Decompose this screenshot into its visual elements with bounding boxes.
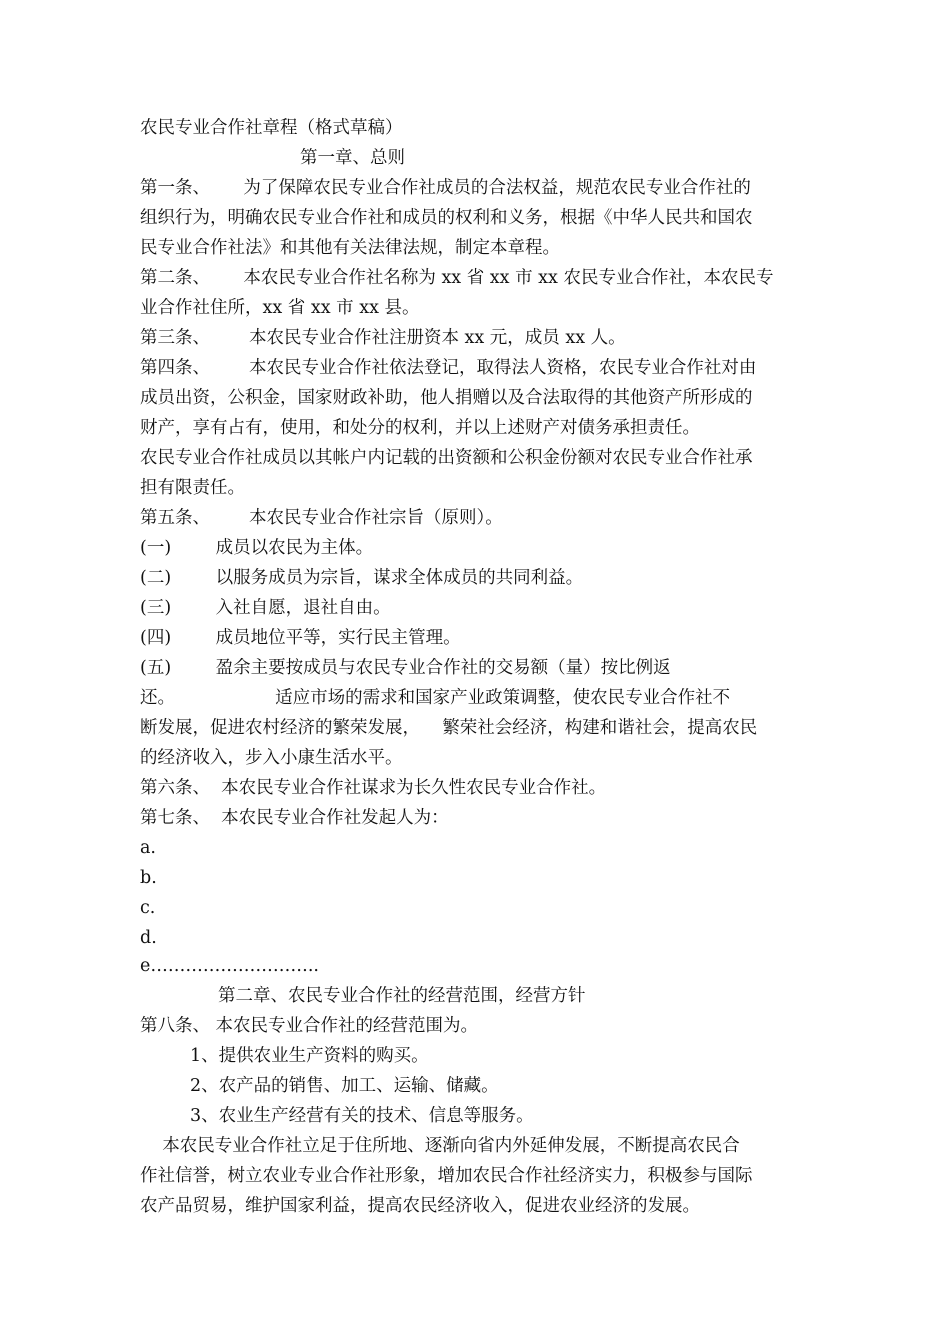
policy-line-1: 本农民专业合作社立足于住所地、逐渐向省内外延伸发展，不断提高农民合 bbox=[140, 1136, 740, 1156]
chapter-1-heading: 第一章、总则 bbox=[300, 148, 405, 168]
article-4-line-3: 财产，享有占有，使用，和处分的权利，并以上述财产对债务承担责任。 bbox=[140, 418, 700, 438]
scope-item-2: 2、农产品的销售、加工、运输、储藏。 bbox=[190, 1076, 499, 1096]
principle-cont-line-1: 还。 适应市场的需求和国家产业政策调整，使农民专业合作社不 bbox=[140, 688, 731, 708]
article-4-line-4: 农民专业合作社成员以其帐户内记载的出资额和公积金份额对农民专业合作社承 bbox=[140, 448, 753, 468]
article-4-line-1: 第四条、 本农民专业合作社依法登记，取得法人资格，农民专业合作社对由 bbox=[140, 358, 757, 378]
founder-d: d. bbox=[140, 928, 157, 948]
article-8: 第八条、 本农民专业合作社的经营范围为。 bbox=[140, 1016, 479, 1036]
article-1-line-2: 组织行为，明确农民专业合作社和成员的权利和义务，根据《中华人民共和国农 bbox=[140, 208, 753, 228]
article-4-line-2: 成员出资，公积金，国家财政补助，他人捐赠以及合法取得的其他资产所形成的 bbox=[140, 388, 753, 408]
principle-5: (五) 盈余主要按成员与农民专业合作社的交易额（量）按比例返 bbox=[140, 658, 671, 678]
principle-4: (四) 成员地位平等，实行民主管理。 bbox=[140, 628, 461, 648]
policy-line-3: 农产品贸易，维护国家利益，提高农民经济收入，促进农业经济的发展。 bbox=[140, 1196, 700, 1216]
article-7: 第七条、 本农民专业合作社发起人为： bbox=[140, 808, 449, 828]
policy-line-2: 作社信誉，树立农业专业合作社形象，增加农民合作社经济实力，积极参与国际 bbox=[140, 1166, 753, 1186]
article-1-line-1: 第一条、 为了保障农民专业合作社成员的合法权益，规范农民专业合作社的 bbox=[140, 178, 751, 198]
article-6: 第六条、 本农民专业合作社谋求为长久性农民专业合作社。 bbox=[140, 778, 607, 798]
article-3: 第三条、 本农民专业合作社注册资本 xx 元，成员 xx 人。 bbox=[140, 328, 626, 348]
principle-2: (二) 以服务成员为宗旨，谋求全体成员的共同利益。 bbox=[140, 568, 584, 588]
scope-item-1: 1、提供农业生产资料的购买。 bbox=[190, 1046, 429, 1066]
founder-a: a. bbox=[140, 838, 156, 858]
article-2-line-1: 第二条、 本农民专业合作社名称为 xx 省 xx 市 xx 农民专业合作社，本农民专 bbox=[140, 268, 774, 288]
scope-item-3: 3、农业生产经营有关的技术、信息等服务。 bbox=[190, 1106, 534, 1126]
article-5: 第五条、 本农民专业合作社宗旨（原则）。 bbox=[140, 508, 503, 528]
chapter-2-heading: 第二章、农民专业合作社的经营范围，经营方针 bbox=[218, 986, 586, 1006]
principle-3: (三) 入社自愿，退社自由。 bbox=[140, 598, 391, 618]
document-title: 农民专业合作社章程（格式草稿） bbox=[140, 118, 403, 138]
principle-1: (一) 成员以农民为主体。 bbox=[140, 538, 374, 558]
article-2-line-2: 业合作社住所，xx 省 xx 市 xx 县。 bbox=[140, 298, 420, 318]
founder-b: b. bbox=[140, 868, 157, 888]
article-4-line-5: 担有限责任。 bbox=[140, 478, 245, 498]
principle-cont-line-3: 的经济收入，步入小康生活水平。 bbox=[140, 748, 403, 768]
founder-c: c. bbox=[140, 898, 156, 918]
principle-cont-line-2: 断发展，促进农村经济的繁荣发展， 繁荣社会经济，构建和谐社会，提高农民 bbox=[140, 718, 758, 738]
founder-e: e……………………….. bbox=[140, 956, 319, 976]
article-1-line-3: 民专业合作社法》和其他有关法律法规，制定本章程。 bbox=[140, 238, 560, 258]
